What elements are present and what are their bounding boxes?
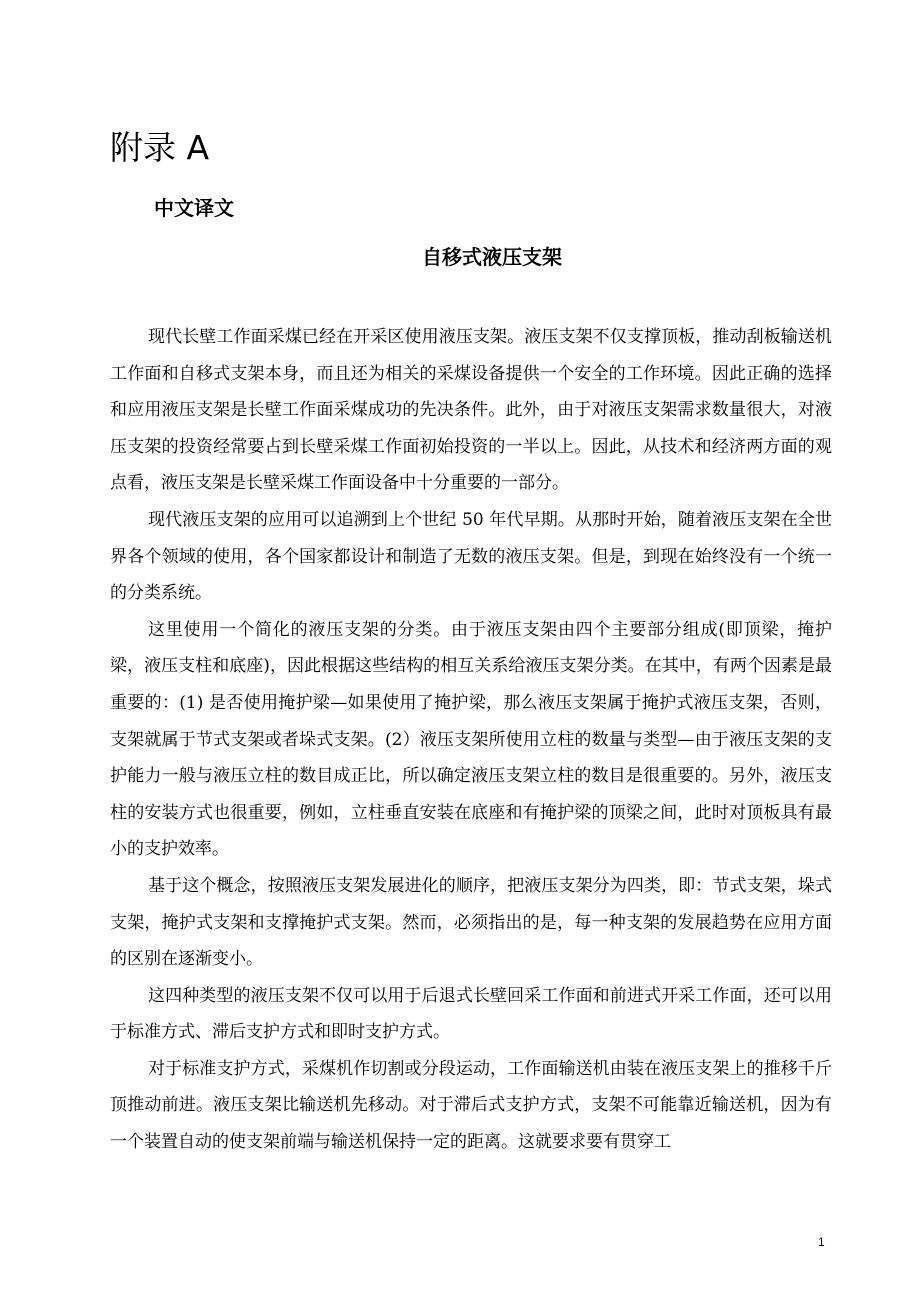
body-paragraph: 基于这个概念，按照液压支架发展进化的顺序，把液压支架分为四类，即：节式支架，垛式支架，掩护式支架和支撑掩护式支架。然而，必须指出的是，每一种支架的发展趋势在应用方面的区别在逐渐变小。 bbox=[110, 875, 832, 970]
body-paragraph: 现代长壁工作面采煤已经在开采区使用液压支架。液压支架不仅支撑顶板，推动刮板输送机工作面和自移式支架本身，而且还为相关的采煤设备提供一个安全的工作环境。因此正确的选择和应用液压支架是长壁工作面采煤成功的先决条件。此外，由于对液压支架需求数量很大，对液压支架的投资经常要占到长壁采煤工作面初始投资的一半以上。因此，从技术和经济两方面的观点看，液压支架是长壁采煤工作面设备中十分重要的一部分。 bbox=[110, 327, 832, 494]
section-label: 中文译文 bbox=[154, 196, 234, 220]
article-body bbox=[110, 319, 832, 1161]
body-paragraph: 这里使用一个简化的液压支架的分类。由于液压支架由四个主要部分组成(即顶梁，掩护梁，液压支柱和底座)，因此根据这些结构的相互关系给液压支架分类。在其中，有两个因素是最重要的：(1) 是否使用掩护梁—如果使用了掩护梁，那么液压支架属于掩护式液压支架，否则，支架就属于节式支架或者垛式支架。(2）液压支架所使用立柱的数量与类型—由于液压支架的支护能力一般与液压立柱的数目成正比，所以确定液压支架立柱的数目是很重要的。另外，液压支柱的安装方式也很重要，例如，立柱垂直安装在底座和有掩护梁的顶梁之间，此时对顶板具有最小的支护效率。 bbox=[110, 619, 832, 860]
body-paragraph: 现代液压支架的应用可以追溯到上个世纪 50 年代早期。从那时开始，随着液压支架在全世界各个领域的使用，各个国家都设计和制造了无数的液压支架。但是，到现在始终没有一个统一的分类系统。 bbox=[110, 509, 832, 604]
article-title: 自移式液压支架 bbox=[422, 245, 562, 269]
body-paragraph: 这四种类型的液压支架不仅可以用于后退式长壁回采工作面和前进式开采工作面，还可以用于标准方式、滞后支护方式和即时支护方式。 bbox=[110, 985, 832, 1043]
body-paragraph: 对于标准支护方式，采煤机作切割或分段运动，工作面输送机由装在液压支架上的推移千斤顶推动前进。液压支架比输送机先移动。对于滞后式支护方式，支架不可能靠近输送机，因为有一个装置自动的使支架前端与输送机保持一定的距离。这就要求要有贯穿工 bbox=[110, 1058, 832, 1153]
appendix-title: 附录 A bbox=[110, 128, 210, 167]
page-number: 1 bbox=[818, 1235, 825, 1249]
